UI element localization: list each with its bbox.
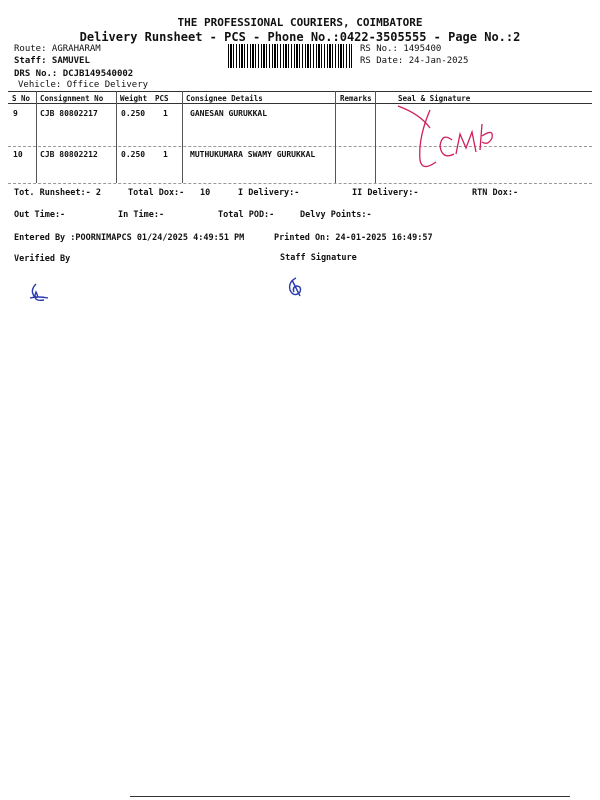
ii-delivery: II Delivery:- xyxy=(352,188,419,198)
row-pcs: 1 xyxy=(163,150,168,159)
col-weight: Weight xyxy=(120,94,148,103)
delvy-points: Delvy Points:- xyxy=(300,210,372,220)
entered-by: Entered By :POORNIMAPCS 01/24/2025 4:49:51 PM xyxy=(14,233,245,243)
row-consignee: MUTHUKUMARA SWAMY GURUKKAL xyxy=(190,150,316,159)
row-sno: 10 xyxy=(13,150,23,159)
total-dox: Total Dox:- xyxy=(128,188,185,198)
out-time: Out Time:- xyxy=(14,210,66,220)
total-dox-value: 10 xyxy=(200,188,211,198)
printed-on: Printed On: 24-01-2025 16:49:57 xyxy=(274,233,433,243)
staff-signature-label: Staff Signature xyxy=(280,253,357,263)
drs-number: DRS No.: DCJB149540002 xyxy=(14,69,134,79)
company-title: THE PROFESSIONAL COURIERS, COIMBATORE xyxy=(177,16,423,29)
vehicle-label: Vehicle: Office Delivery xyxy=(18,80,149,90)
col-remarks: Remarks xyxy=(340,94,372,103)
rtn-dox: RTN Dox:- xyxy=(472,188,519,198)
col-consignee: Consignee Details xyxy=(186,94,263,103)
barcode xyxy=(228,44,352,68)
rs-number: RS No.: 1495400 xyxy=(360,44,442,54)
row-weight: 0.250 xyxy=(121,109,146,118)
col-sno: S No xyxy=(12,94,31,103)
runsheet-subtitle: Delivery Runsheet - PCS - Phone No.:0422-3505555 - Page No.:2 xyxy=(79,30,521,44)
route-label: Route: AGRAHARAM xyxy=(14,44,101,54)
row-consignment: CJB 80802217 xyxy=(40,109,98,118)
in-time: In Time:- xyxy=(118,210,165,220)
i-delivery: I Delivery:- xyxy=(238,188,300,198)
row-pcs: 1 xyxy=(163,109,168,118)
row-consignment: CJB 80802212 xyxy=(40,150,98,159)
col-seal-signature: Seal & Signature xyxy=(398,94,471,103)
staff-label: Staff: SAMUVEL xyxy=(14,56,90,66)
row-sno: 9 xyxy=(13,109,18,118)
row-weight: 0.250 xyxy=(121,150,146,159)
staff-initials xyxy=(284,274,308,300)
row-consignee: GANESAN GURUKKAL xyxy=(190,109,268,118)
col-pcs: PCS xyxy=(155,94,169,103)
bottom-edge-line xyxy=(130,796,570,797)
consignee-signature xyxy=(390,98,520,178)
verifier-initials xyxy=(26,280,56,306)
verified-by: Verified By xyxy=(14,254,71,264)
total-pod: Total POD:- xyxy=(218,210,275,220)
rs-date: RS Date: 24-Jan-2025 xyxy=(360,56,469,66)
col-consignment: Consignment No xyxy=(40,94,104,103)
tot-runsheet: Tot. Runsheet:- 2 xyxy=(14,188,101,198)
